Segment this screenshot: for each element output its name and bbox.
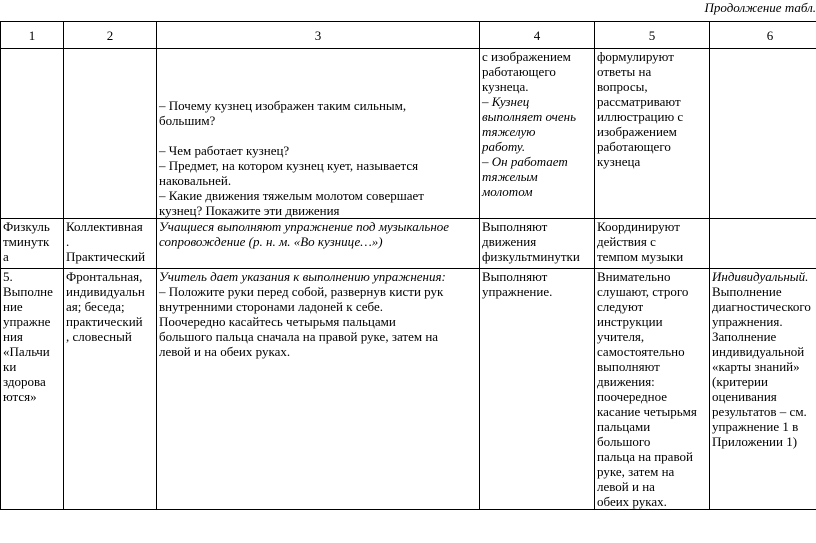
text-line: движения (482, 234, 537, 249)
student-activity (482, 219, 592, 264)
work-form (66, 219, 154, 264)
student-text-plain (482, 49, 592, 94)
text-line: кузнеца. (482, 79, 529, 94)
text-line: учителя, (597, 329, 645, 344)
row1-student-cell (480, 49, 595, 219)
text-line: здорова (3, 374, 46, 389)
table-row (1, 269, 816, 510)
text-line: выполняет очень (482, 109, 577, 124)
text-line: следуют (597, 299, 644, 314)
text-line: упражнение 1 в (712, 419, 799, 434)
uud-text (597, 219, 707, 264)
uud-text (597, 269, 707, 509)
row3-form-cell (64, 269, 157, 510)
student-activity (482, 269, 592, 299)
row3-stage-cell (1, 269, 64, 510)
header-cell: 1 (1, 22, 64, 49)
table-row (1, 49, 816, 219)
text-line: сопровождение (р. н. м. «Во кузнице…») (159, 234, 383, 249)
text-line: работающего (482, 64, 556, 79)
text-line: большого (597, 434, 651, 449)
text-line: большим? (159, 113, 216, 128)
teacher-activity (159, 219, 477, 249)
text-line: Физкуль (3, 219, 50, 234)
text-line: пальцами (597, 419, 651, 434)
row2-teacher-cell (157, 219, 480, 269)
text-line: слушают, строго (597, 284, 689, 299)
text-line: – Положите руки перед собой, развернув кисти рук (159, 284, 444, 299)
row2-uud-cell (595, 219, 710, 269)
text-line: упражнение. (482, 284, 553, 299)
student-answers-italic (482, 94, 592, 199)
text-line: «карты знаний» (712, 359, 800, 374)
text-line: инструкции (597, 314, 663, 329)
row2-student-cell (480, 219, 595, 269)
row3-teacher-cell (157, 269, 480, 510)
header-cell: 6 (710, 22, 816, 49)
text-line: . (66, 234, 70, 249)
text-line: , словесный (66, 329, 132, 344)
text-line: практический (66, 314, 143, 329)
row3-student-cell (480, 269, 595, 510)
text-line: Практический (66, 249, 146, 264)
table-continuation-caption: Продолжение табл. (704, 0, 816, 15)
text-line: ние (3, 299, 23, 314)
row2-control-cell (710, 219, 816, 269)
text-line: тяжелую (482, 124, 536, 139)
row2-stage-cell (1, 219, 64, 269)
text-line: действия с (597, 234, 656, 249)
text-line: Приложении 1) (712, 434, 798, 449)
text-line: работающего (597, 139, 671, 154)
text-line: – Кузнец (482, 94, 530, 109)
header-cell: 4 (480, 22, 595, 49)
text-line: упражне (3, 314, 51, 329)
teacher-questions-group1 (159, 98, 477, 128)
text-line: Заполнение (712, 329, 777, 344)
text-line: темпом музыки (597, 249, 684, 264)
text-line: физкультминутки (482, 249, 580, 264)
text-line: движения: (597, 374, 655, 389)
teacher-instruction-intro: Учитель дает указания к выполнению упражнения: (159, 269, 446, 284)
text-line: индивидуальн (66, 284, 145, 299)
text-line: Выполнение (712, 284, 782, 299)
row1-form-cell (64, 49, 157, 219)
row3-control-cell (710, 269, 816, 510)
text-line: – Он работает (482, 154, 568, 169)
text-line: 5. (3, 269, 13, 284)
text-line: Фронтальная, (66, 269, 143, 284)
text-line: левой и на обеих руках. (159, 344, 291, 359)
text-line: выполняют (597, 359, 660, 374)
text-line: наковальней. (159, 173, 232, 188)
text-line: с изображением (482, 49, 571, 64)
text-line: (критерии (712, 374, 768, 389)
lesson-plan-table (0, 21, 816, 510)
text-line: кузнец? Покажите эти движения (159, 203, 340, 218)
text-line: иллюстрацию с (597, 109, 684, 124)
text-line: ответы на (597, 64, 652, 79)
control-form-title: Индивидуальный. (712, 269, 809, 284)
text-line: тяжелым (482, 169, 538, 184)
text-line: упражнения. (712, 314, 783, 329)
text-line: Выполне (3, 284, 53, 299)
text-line: Внимательно (597, 269, 671, 284)
text-line: кузнеца (597, 154, 641, 169)
text-line: Поочередно касайтесь четырьмя пальцами (159, 314, 396, 329)
text-line: рассматривают (597, 94, 681, 109)
text-line: – Предмет, на котором кузнец кует, называется (159, 158, 419, 173)
text-line: Учащиеся выполняют упражнение под музыкальное (159, 219, 450, 234)
teacher-instruction (159, 284, 477, 359)
text-line: «Пальчи (3, 344, 50, 359)
header-cell: 3 (157, 22, 480, 49)
text-line: – Почему кузнец изображен таким сильным, (159, 98, 407, 113)
text-line: работу. (482, 139, 526, 154)
text-line: индивидуальной (712, 344, 805, 359)
text-line: поочередное (597, 389, 668, 404)
text-line: ая; беседа; (66, 299, 125, 314)
text-line: Выполняют (482, 219, 548, 234)
text-line: Координируют (597, 219, 680, 234)
text-line: касание четырьмя (597, 404, 697, 419)
text-line: ки (3, 359, 17, 374)
header-cell: 2 (64, 22, 157, 49)
work-form (66, 269, 154, 344)
text-line: формулируют (597, 49, 674, 64)
stage-name (3, 269, 61, 404)
text-line: диагностического (712, 299, 811, 314)
row1-control-cell (710, 49, 816, 219)
header-cell: 5 (595, 22, 710, 49)
control-description (712, 284, 816, 449)
text-line: вопросы, (597, 79, 648, 94)
text-line: ния (3, 329, 23, 344)
row3-uud-cell (595, 269, 710, 510)
row1-stage-cell (1, 49, 64, 219)
text-line: – Какие движения тяжелым молотом совершает (159, 188, 424, 203)
text-line: результатов – см. (712, 404, 807, 419)
table-row (1, 219, 816, 269)
uud-text (597, 49, 707, 169)
text-line: оценивания (712, 389, 777, 404)
text-line: внутренними сторонами ладоней к себе. (159, 299, 383, 314)
text-line: руке, затем на (597, 464, 675, 479)
text-line: левой и на (597, 479, 655, 494)
text-line: пальца на правой (597, 449, 693, 464)
text-line: изображением (597, 124, 677, 139)
text-line: самостоятельно (597, 344, 685, 359)
text-line: тминутк (3, 234, 50, 249)
row1-uud-cell (595, 49, 710, 219)
text-line: а (3, 249, 9, 264)
text-line: ются» (3, 389, 37, 404)
header-row (1, 22, 816, 49)
text-line: Коллективная (66, 219, 143, 234)
text-line: – Чем работает кузнец? (159, 143, 290, 158)
teacher-questions-group2 (159, 143, 477, 218)
text-line: большого пальца сначала на правой руке, затем на (159, 329, 439, 344)
row1-teacher-cell (157, 49, 480, 219)
stage-name (3, 219, 61, 264)
row2-form-cell (64, 219, 157, 269)
text-line: молотом (482, 184, 533, 199)
text-line: обеих руках. (597, 494, 667, 509)
text-line: Выполняют (482, 269, 548, 284)
